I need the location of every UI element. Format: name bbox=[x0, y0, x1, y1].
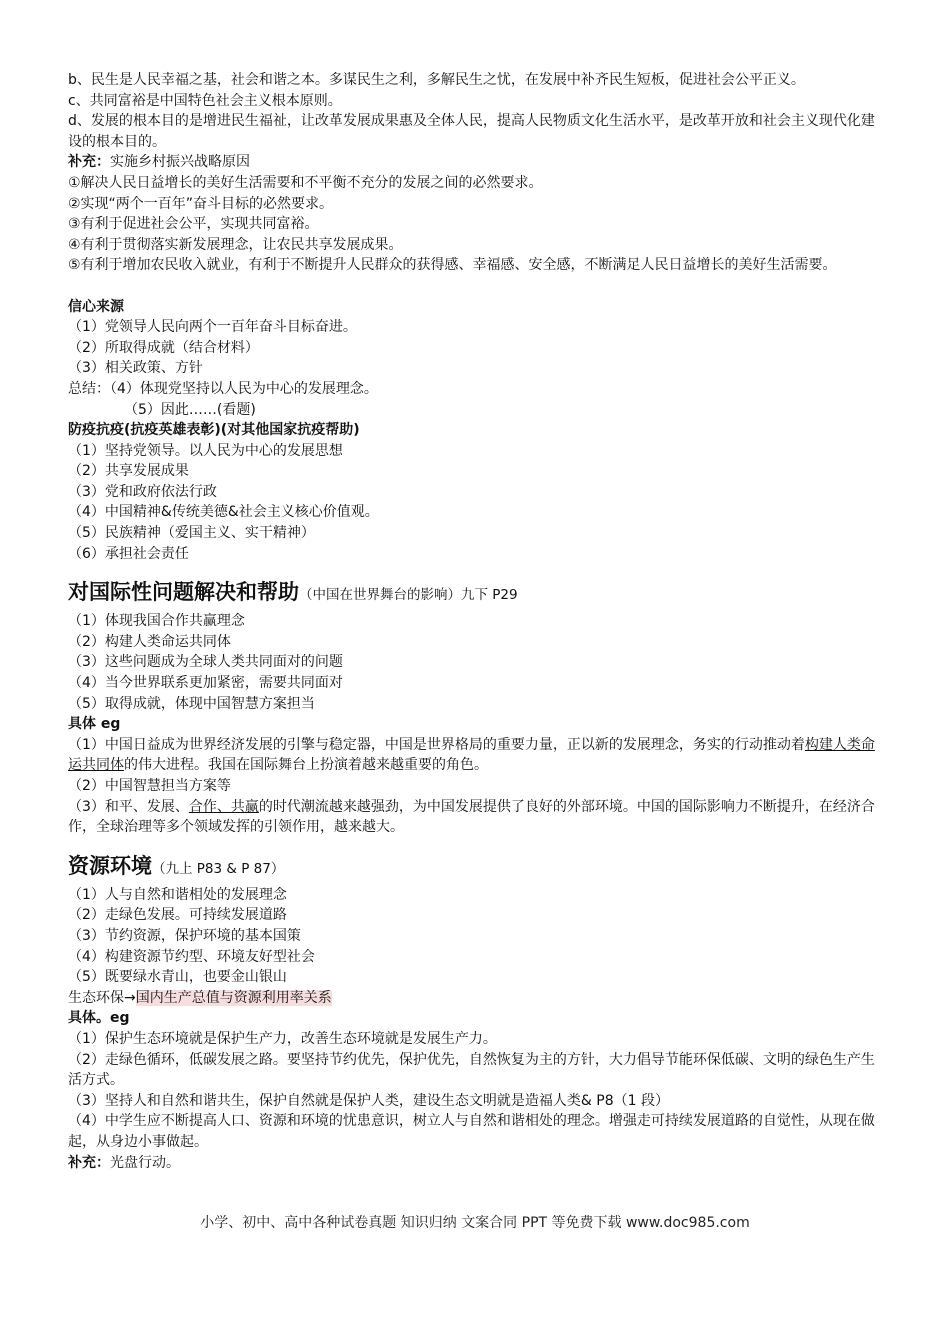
rural-item-3: ③有利于促进社会公平，实现共同富裕。 bbox=[68, 216, 319, 233]
environment-heading bbox=[68, 852, 888, 883]
rural-item-5: ⑤有利于增加农民收入就业，有利于不断提升人民群众的获得感、幸福感、安全感，不断满足人民日益增长的美好生活需要。 bbox=[68, 257, 837, 274]
international-subtitle: （中国在世界舞台的影响）九下 P29 bbox=[299, 587, 518, 604]
summary-label: 总结： bbox=[68, 380, 110, 397]
confidence-summary bbox=[68, 379, 888, 400]
supplement-label: 补充： bbox=[68, 1154, 110, 1171]
eco-label: 生态环保→ bbox=[68, 989, 136, 1006]
rural-heading bbox=[68, 152, 888, 173]
international-eg-1 bbox=[68, 735, 888, 776]
epidemic-item-4: （4）中国精神&传统美德&社会主义核心价值观。 bbox=[68, 504, 379, 521]
eg3-underlined: 合作、共赢 bbox=[188, 798, 259, 815]
international-item-4: （4）当今世界联系更加紧密，需要共同面对 bbox=[68, 675, 343, 692]
epidemic-item-5: （5）民族精神（爱国主义、实干精神） bbox=[68, 525, 315, 542]
confidence-item-1: （1）党领导人民向两个一百年奋斗目标奋进。 bbox=[68, 319, 357, 336]
eco-highlight: 国内生产总值与资源利用率关系 bbox=[135, 989, 332, 1006]
environment-item-4: （4）构建资源节约型、环境友好型社会 bbox=[68, 948, 315, 965]
epidemic-heading: 防疫抗疫(抗疫英雄表彰)(对其他国家抗疫帮助) bbox=[68, 422, 360, 439]
intro-line-d: d、发展的根本目的是增进民生福祉，让改革发展成果惠及全体人民，提高人民物质文化生活水平，是改革开放和社会主义现代化建设的根本目的。 bbox=[68, 113, 875, 150]
international-title: 对国际性问题解决和帮助 bbox=[68, 580, 299, 605]
environment-eg-4: （4）中学生应不断提高人口、资源和环境的忧患意识，树立人与自然和谐相处的理念。增强走可持续发展道路的自觉性，从现在做起，从身边小事做起。 bbox=[68, 1113, 875, 1150]
summary-item-5: （5）因此……(看题) bbox=[124, 401, 256, 418]
environment-eg-1: （1）保护生态环境就是保护生产力，改善生态环境就是发展生产力。 bbox=[68, 1030, 497, 1047]
environment-subtitle: （九上 P83 & P 87） bbox=[152, 860, 285, 877]
international-item-2: （2）构建人类命运共同体 bbox=[68, 633, 231, 650]
international-item-1: （1）体现我国合作共赢理念 bbox=[68, 613, 245, 630]
eg3-text-a: （3）和平、发展、 bbox=[68, 798, 189, 815]
rural-label: 补充： bbox=[68, 154, 110, 171]
intro-line-c: c、共同富裕是中国特色社会主义根本原则。 bbox=[68, 92, 342, 109]
intro-line-b: b、民生是人民幸福之基，社会和谐之本。多谋民生之利，多解民生之忧，在发展中补齐民生短板，促进社会公平正义。 bbox=[68, 72, 805, 88]
environment-item-2: （2）走绿色发展。可持续发展道路 bbox=[68, 907, 287, 924]
international-eg-2: （2）中国智慧担当方案等 bbox=[68, 778, 231, 794]
environment-item-1: （1）人与自然和谐相处的发展理念 bbox=[68, 886, 287, 903]
eg1-text-b: 的伟大进程。我国在国际舞台上扮演着越来越重要的角色。 bbox=[124, 757, 488, 774]
epidemic-item-1: （1）坚持党领导。以人民为中心的发展思想 bbox=[68, 442, 343, 459]
international-heading bbox=[68, 578, 888, 609]
epidemic-item-6: （6）承担社会责任 bbox=[68, 545, 189, 562]
supplement-text: 光盘行动。 bbox=[110, 1154, 180, 1171]
environment-title: 资源环境 bbox=[68, 853, 152, 878]
confidence-heading: 信心来源 bbox=[68, 298, 124, 315]
environment-eg-heading: 具体。eg bbox=[68, 1010, 130, 1027]
spacer bbox=[68, 276, 888, 297]
eg1-text-a: （1）中国日益成为世界经济发展的引擎与稳定器，中国是世界格局的重要力量，正以新的发展理念，务实的行动推动着 bbox=[68, 736, 805, 753]
page-footer: 小学、初中、高中各种试卷真题 知识归纳 文案合同 PPT 等免费下载 www.doc985.com bbox=[200, 1215, 750, 1231]
environment-item-5: （5）既要绿水青山，也要金山银山 bbox=[68, 969, 287, 986]
rural-item-1: ①解决人民日益增长的美好生活需要和不平衡不充分的发展之间的必然要求。 bbox=[68, 174, 543, 191]
eco-line bbox=[68, 988, 888, 1009]
confidence-item-2: （2）所取得成就（结合材料） bbox=[68, 339, 259, 356]
international-eg-heading: 具体 eg bbox=[68, 716, 121, 733]
environment-supplement bbox=[68, 1153, 888, 1174]
environment-eg-2: （2）走绿色循环，低碳发展之路。要坚持节约优先，保护优先，自然恢复为主的方针，大力倡导节能环保低碳、文明的绿色生产生活方式。 bbox=[68, 1051, 875, 1089]
rural-item-4: ④有利于贯彻落实新发展理念，让农民共享发展成果。 bbox=[68, 236, 403, 253]
eg1-underlined: 构建人类命运共同体 bbox=[68, 736, 875, 774]
eg3-text-b: 的时代潮流越来越强劲，为中国发展提供了良好的外部环境。中国的国际影响力不断提升，在经济合作，全球治理等多个领域发挥的引领作用，越来越大。 bbox=[68, 798, 875, 836]
environment-item-3: （3）节约资源，保护环境的基本国策 bbox=[68, 927, 301, 944]
international-item-3: （3）这些问题成为全球人类共同面对的问题 bbox=[68, 654, 343, 671]
document-body bbox=[68, 70, 888, 1173]
summary-item-4: （4）体现党坚持以人民为中心的发展理念。 bbox=[110, 380, 378, 397]
epidemic-item-2: （2）共享发展成果 bbox=[68, 463, 189, 480]
rural-item-2: ②实现“两个一百年”奋斗目标的必然要求。 bbox=[68, 195, 334, 212]
environment-eg-3: （3）坚持人和自然和谐共生，保护自然就是保护人类，建设生态文明就是造福人类& P8（1 段） bbox=[68, 1092, 669, 1109]
epidemic-item-3: （3）党和政府依法行政 bbox=[68, 483, 217, 500]
confidence-item-3: （3）相关政策、方针 bbox=[68, 360, 203, 377]
international-item-5: （5）取得成就，体现中国智慧方案担当 bbox=[68, 695, 315, 712]
rural-title: 实施乡村振兴战略原因 bbox=[110, 154, 250, 171]
international-eg-3 bbox=[68, 797, 888, 838]
